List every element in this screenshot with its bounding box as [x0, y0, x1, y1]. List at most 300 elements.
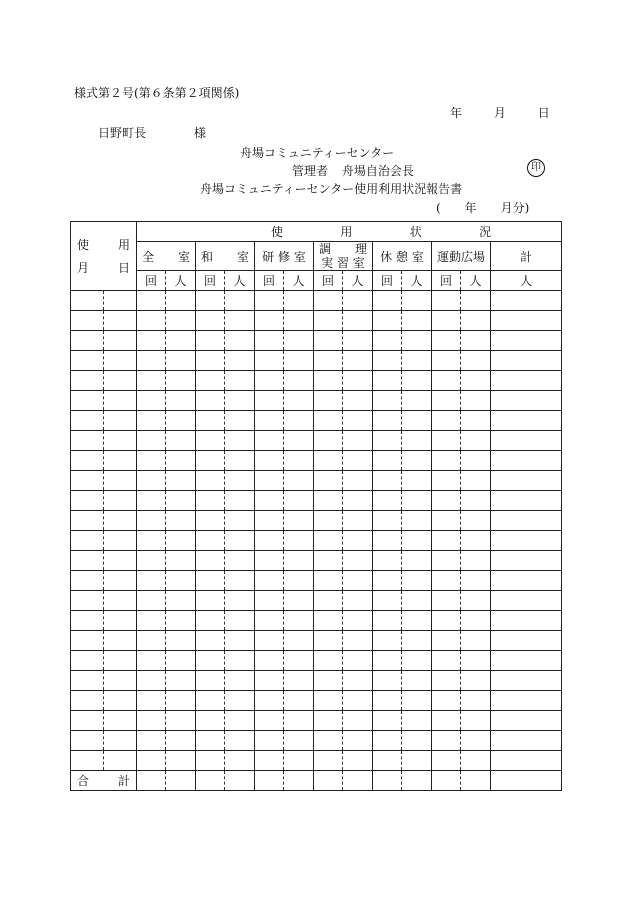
- count-cell[interactable]: [196, 591, 225, 611]
- count-cell[interactable]: [373, 711, 402, 731]
- people-cell[interactable]: [166, 711, 196, 731]
- people-cell[interactable]: [225, 651, 255, 671]
- count-cell[interactable]: [314, 611, 343, 631]
- count-cell[interactable]: [373, 571, 402, 591]
- people-cell[interactable]: [402, 311, 432, 331]
- month-cell[interactable]: [71, 311, 104, 331]
- people-cell[interactable]: [166, 411, 196, 431]
- count-cell[interactable]: [432, 571, 461, 591]
- count-cell[interactable]: [255, 491, 284, 511]
- people-cell[interactable]: [225, 391, 255, 411]
- count-cell[interactable]: [255, 611, 284, 631]
- people-cell[interactable]: [461, 731, 491, 751]
- month-cell[interactable]: [71, 591, 104, 611]
- people-cell[interactable]: [225, 591, 255, 611]
- people-cell[interactable]: [343, 451, 373, 471]
- count-cell[interactable]: [432, 431, 461, 451]
- total-people-cell[interactable]: [491, 631, 562, 651]
- count-cell[interactable]: [137, 731, 166, 751]
- month-cell[interactable]: [71, 371, 104, 391]
- people-cell[interactable]: [166, 731, 196, 751]
- count-cell[interactable]: [196, 751, 225, 771]
- count-cell[interactable]: [373, 411, 402, 431]
- people-cell[interactable]: [461, 351, 491, 371]
- count-cell[interactable]: [255, 471, 284, 491]
- count-cell[interactable]: [432, 391, 461, 411]
- people-cell[interactable]: [225, 371, 255, 391]
- count-cell[interactable]: [255, 351, 284, 371]
- people-cell[interactable]: [284, 431, 314, 451]
- count-cell[interactable]: [432, 671, 461, 691]
- people-cell[interactable]: [461, 711, 491, 731]
- count-cell[interactable]: [196, 551, 225, 571]
- count-cell[interactable]: [196, 291, 225, 311]
- count-cell[interactable]: [137, 431, 166, 451]
- count-cell[interactable]: [255, 671, 284, 691]
- people-cell[interactable]: [166, 391, 196, 411]
- count-cell[interactable]: [373, 671, 402, 691]
- count-cell[interactable]: [255, 651, 284, 671]
- people-cell[interactable]: [225, 771, 255, 791]
- people-cell[interactable]: [166, 311, 196, 331]
- people-cell[interactable]: [166, 551, 196, 571]
- count-cell[interactable]: [432, 651, 461, 671]
- people-cell[interactable]: [284, 711, 314, 731]
- month-cell[interactable]: [71, 751, 104, 771]
- total-people-cell[interactable]: [491, 691, 562, 711]
- count-cell[interactable]: [373, 391, 402, 411]
- total-people-cell[interactable]: [491, 491, 562, 511]
- people-cell[interactable]: [284, 491, 314, 511]
- people-cell[interactable]: [402, 591, 432, 611]
- count-cell[interactable]: [432, 311, 461, 331]
- total-people-cell[interactable]: [491, 571, 562, 591]
- people-cell[interactable]: [343, 571, 373, 591]
- people-cell[interactable]: [166, 471, 196, 491]
- day-cell[interactable]: [104, 631, 137, 651]
- count-cell[interactable]: [314, 571, 343, 591]
- people-cell[interactable]: [402, 611, 432, 631]
- people-cell[interactable]: [402, 391, 432, 411]
- count-cell[interactable]: [314, 491, 343, 511]
- people-cell[interactable]: [284, 551, 314, 571]
- count-cell[interactable]: [373, 771, 402, 791]
- count-cell[interactable]: [255, 631, 284, 651]
- people-cell[interactable]: [284, 591, 314, 611]
- count-cell[interactable]: [137, 771, 166, 791]
- people-cell[interactable]: [166, 771, 196, 791]
- count-cell[interactable]: [314, 451, 343, 471]
- people-cell[interactable]: [166, 691, 196, 711]
- count-cell[interactable]: [373, 591, 402, 611]
- count-cell[interactable]: [314, 711, 343, 731]
- count-cell[interactable]: [137, 551, 166, 571]
- day-cell[interactable]: [104, 431, 137, 451]
- people-cell[interactable]: [402, 631, 432, 651]
- count-cell[interactable]: [314, 551, 343, 571]
- count-cell[interactable]: [432, 631, 461, 651]
- count-cell[interactable]: [255, 291, 284, 311]
- people-cell[interactable]: [284, 771, 314, 791]
- month-cell[interactable]: [71, 291, 104, 311]
- people-cell[interactable]: [343, 551, 373, 571]
- total-people-cell[interactable]: [491, 311, 562, 331]
- count-cell[interactable]: [314, 651, 343, 671]
- people-cell[interactable]: [343, 531, 373, 551]
- count-cell[interactable]: [255, 331, 284, 351]
- people-cell[interactable]: [343, 591, 373, 611]
- total-people-cell[interactable]: [491, 291, 562, 311]
- count-cell[interactable]: [432, 371, 461, 391]
- people-cell[interactable]: [225, 691, 255, 711]
- people-cell[interactable]: [402, 531, 432, 551]
- people-cell[interactable]: [284, 511, 314, 531]
- people-cell[interactable]: [166, 571, 196, 591]
- count-cell[interactable]: [196, 451, 225, 471]
- count-cell[interactable]: [432, 771, 461, 791]
- count-cell[interactable]: [432, 351, 461, 371]
- count-cell[interactable]: [137, 631, 166, 651]
- people-cell[interactable]: [225, 511, 255, 531]
- count-cell[interactable]: [314, 731, 343, 751]
- count-cell[interactable]: [137, 531, 166, 551]
- people-cell[interactable]: [461, 431, 491, 451]
- count-cell[interactable]: [432, 751, 461, 771]
- people-cell[interactable]: [461, 751, 491, 771]
- count-cell[interactable]: [196, 671, 225, 691]
- count-cell[interactable]: [137, 311, 166, 331]
- count-cell[interactable]: [137, 591, 166, 611]
- people-cell[interactable]: [343, 331, 373, 351]
- count-cell[interactable]: [432, 491, 461, 511]
- count-cell[interactable]: [255, 571, 284, 591]
- people-cell[interactable]: [284, 531, 314, 551]
- day-cell[interactable]: [104, 591, 137, 611]
- count-cell[interactable]: [432, 551, 461, 571]
- people-cell[interactable]: [343, 711, 373, 731]
- day-cell[interactable]: [104, 351, 137, 371]
- count-cell[interactable]: [373, 731, 402, 751]
- count-cell[interactable]: [196, 631, 225, 651]
- count-cell[interactable]: [196, 431, 225, 451]
- month-cell[interactable]: [71, 531, 104, 551]
- people-cell[interactable]: [284, 691, 314, 711]
- month-cell[interactable]: [71, 711, 104, 731]
- people-cell[interactable]: [166, 351, 196, 371]
- people-cell[interactable]: [402, 451, 432, 471]
- people-cell[interactable]: [225, 491, 255, 511]
- people-cell[interactable]: [402, 411, 432, 431]
- people-cell[interactable]: [461, 571, 491, 591]
- count-cell[interactable]: [196, 471, 225, 491]
- count-cell[interactable]: [196, 611, 225, 631]
- day-cell[interactable]: [104, 651, 137, 671]
- day-cell[interactable]: [104, 731, 137, 751]
- count-cell[interactable]: [432, 711, 461, 731]
- people-cell[interactable]: [166, 491, 196, 511]
- people-cell[interactable]: [225, 471, 255, 491]
- people-cell[interactable]: [461, 391, 491, 411]
- people-cell[interactable]: [166, 511, 196, 531]
- count-cell[interactable]: [137, 671, 166, 691]
- count-cell[interactable]: [196, 391, 225, 411]
- count-cell[interactable]: [137, 571, 166, 591]
- month-cell[interactable]: [71, 451, 104, 471]
- count-cell[interactable]: [314, 511, 343, 531]
- day-cell[interactable]: [104, 311, 137, 331]
- month-cell[interactable]: [71, 691, 104, 711]
- people-cell[interactable]: [402, 571, 432, 591]
- month-cell[interactable]: [71, 611, 104, 631]
- count-cell[interactable]: [137, 451, 166, 471]
- count-cell[interactable]: [255, 691, 284, 711]
- count-cell[interactable]: [373, 631, 402, 651]
- count-cell[interactable]: [314, 691, 343, 711]
- people-cell[interactable]: [402, 691, 432, 711]
- month-cell[interactable]: [71, 571, 104, 591]
- month-cell[interactable]: [71, 391, 104, 411]
- people-cell[interactable]: [284, 631, 314, 651]
- count-cell[interactable]: [373, 551, 402, 571]
- people-cell[interactable]: [343, 411, 373, 431]
- day-cell[interactable]: [104, 471, 137, 491]
- total-people-cell[interactable]: [491, 551, 562, 571]
- total-people-cell[interactable]: [491, 611, 562, 631]
- people-cell[interactable]: [461, 291, 491, 311]
- month-cell[interactable]: [71, 331, 104, 351]
- total-people-cell[interactable]: [491, 771, 562, 791]
- people-cell[interactable]: [225, 611, 255, 631]
- count-cell[interactable]: [196, 491, 225, 511]
- count-cell[interactable]: [137, 751, 166, 771]
- people-cell[interactable]: [166, 671, 196, 691]
- count-cell[interactable]: [314, 631, 343, 651]
- count-cell[interactable]: [137, 711, 166, 731]
- count-cell[interactable]: [137, 651, 166, 671]
- count-cell[interactable]: [255, 391, 284, 411]
- people-cell[interactable]: [461, 691, 491, 711]
- count-cell[interactable]: [373, 351, 402, 371]
- count-cell[interactable]: [373, 451, 402, 471]
- count-cell[interactable]: [432, 511, 461, 531]
- people-cell[interactable]: [225, 291, 255, 311]
- count-cell[interactable]: [255, 551, 284, 571]
- people-cell[interactable]: [461, 511, 491, 531]
- people-cell[interactable]: [402, 771, 432, 791]
- people-cell[interactable]: [284, 391, 314, 411]
- count-cell[interactable]: [196, 651, 225, 671]
- people-cell[interactable]: [225, 751, 255, 771]
- count-cell[interactable]: [432, 411, 461, 431]
- month-cell[interactable]: [71, 491, 104, 511]
- count-cell[interactable]: [432, 691, 461, 711]
- people-cell[interactable]: [343, 731, 373, 751]
- count-cell[interactable]: [137, 371, 166, 391]
- count-cell[interactable]: [137, 511, 166, 531]
- count-cell[interactable]: [255, 451, 284, 471]
- people-cell[interactable]: [343, 611, 373, 631]
- count-cell[interactable]: [373, 371, 402, 391]
- people-cell[interactable]: [461, 671, 491, 691]
- people-cell[interactable]: [402, 471, 432, 491]
- total-people-cell[interactable]: [491, 351, 562, 371]
- people-cell[interactable]: [225, 411, 255, 431]
- total-people-cell[interactable]: [491, 751, 562, 771]
- people-cell[interactable]: [402, 491, 432, 511]
- people-cell[interactable]: [402, 511, 432, 531]
- count-cell[interactable]: [196, 531, 225, 551]
- count-cell[interactable]: [255, 311, 284, 331]
- count-cell[interactable]: [373, 431, 402, 451]
- people-cell[interactable]: [461, 591, 491, 611]
- people-cell[interactable]: [402, 431, 432, 451]
- day-cell[interactable]: [104, 671, 137, 691]
- month-cell[interactable]: [71, 731, 104, 751]
- people-cell[interactable]: [225, 331, 255, 351]
- count-cell[interactable]: [314, 331, 343, 351]
- count-cell[interactable]: [432, 531, 461, 551]
- count-cell[interactable]: [137, 491, 166, 511]
- count-cell[interactable]: [137, 291, 166, 311]
- people-cell[interactable]: [225, 531, 255, 551]
- people-cell[interactable]: [343, 771, 373, 791]
- total-people-cell[interactable]: [491, 411, 562, 431]
- count-cell[interactable]: [314, 351, 343, 371]
- count-cell[interactable]: [137, 351, 166, 371]
- day-cell[interactable]: [104, 551, 137, 571]
- people-cell[interactable]: [343, 371, 373, 391]
- month-cell[interactable]: [71, 671, 104, 691]
- day-cell[interactable]: [104, 291, 137, 311]
- day-cell[interactable]: [104, 571, 137, 591]
- count-cell[interactable]: [255, 531, 284, 551]
- people-cell[interactable]: [343, 651, 373, 671]
- count-cell[interactable]: [314, 431, 343, 451]
- people-cell[interactable]: [225, 631, 255, 651]
- count-cell[interactable]: [314, 591, 343, 611]
- people-cell[interactable]: [343, 751, 373, 771]
- count-cell[interactable]: [196, 691, 225, 711]
- count-cell[interactable]: [137, 691, 166, 711]
- people-cell[interactable]: [402, 351, 432, 371]
- count-cell[interactable]: [196, 731, 225, 751]
- people-cell[interactable]: [284, 291, 314, 311]
- people-cell[interactable]: [284, 331, 314, 351]
- count-cell[interactable]: [314, 391, 343, 411]
- count-cell[interactable]: [373, 491, 402, 511]
- count-cell[interactable]: [137, 411, 166, 431]
- people-cell[interactable]: [343, 631, 373, 651]
- count-cell[interactable]: [432, 291, 461, 311]
- count-cell[interactable]: [373, 751, 402, 771]
- day-cell[interactable]: [104, 691, 137, 711]
- people-cell[interactable]: [343, 671, 373, 691]
- people-cell[interactable]: [225, 451, 255, 471]
- day-cell[interactable]: [104, 711, 137, 731]
- people-cell[interactable]: [284, 611, 314, 631]
- people-cell[interactable]: [284, 651, 314, 671]
- count-cell[interactable]: [196, 371, 225, 391]
- count-cell[interactable]: [373, 291, 402, 311]
- count-cell[interactable]: [255, 371, 284, 391]
- people-cell[interactable]: [402, 751, 432, 771]
- people-cell[interactable]: [284, 471, 314, 491]
- count-cell[interactable]: [314, 311, 343, 331]
- count-cell[interactable]: [373, 331, 402, 351]
- count-cell[interactable]: [196, 351, 225, 371]
- people-cell[interactable]: [343, 351, 373, 371]
- people-cell[interactable]: [461, 631, 491, 651]
- people-cell[interactable]: [284, 371, 314, 391]
- people-cell[interactable]: [343, 311, 373, 331]
- people-cell[interactable]: [166, 451, 196, 471]
- people-cell[interactable]: [461, 611, 491, 631]
- total-people-cell[interactable]: [491, 671, 562, 691]
- count-cell[interactable]: [314, 771, 343, 791]
- people-cell[interactable]: [284, 671, 314, 691]
- count-cell[interactable]: [314, 671, 343, 691]
- people-cell[interactable]: [225, 351, 255, 371]
- people-cell[interactable]: [402, 711, 432, 731]
- total-people-cell[interactable]: [491, 591, 562, 611]
- count-cell[interactable]: [373, 651, 402, 671]
- people-cell[interactable]: [284, 731, 314, 751]
- people-cell[interactable]: [166, 591, 196, 611]
- count-cell[interactable]: [373, 611, 402, 631]
- people-cell[interactable]: [225, 551, 255, 571]
- people-cell[interactable]: [461, 451, 491, 471]
- people-cell[interactable]: [284, 451, 314, 471]
- count-cell[interactable]: [314, 371, 343, 391]
- total-people-cell[interactable]: [491, 531, 562, 551]
- count-cell[interactable]: [196, 331, 225, 351]
- month-cell[interactable]: [71, 631, 104, 651]
- people-cell[interactable]: [166, 331, 196, 351]
- people-cell[interactable]: [343, 431, 373, 451]
- total-people-cell[interactable]: [491, 651, 562, 671]
- count-cell[interactable]: [373, 511, 402, 531]
- people-cell[interactable]: [461, 531, 491, 551]
- count-cell[interactable]: [314, 471, 343, 491]
- people-cell[interactable]: [284, 351, 314, 371]
- day-cell[interactable]: [104, 411, 137, 431]
- day-cell[interactable]: [104, 531, 137, 551]
- count-cell[interactable]: [137, 611, 166, 631]
- count-cell[interactable]: [196, 771, 225, 791]
- count-cell[interactable]: [196, 511, 225, 531]
- total-people-cell[interactable]: [491, 711, 562, 731]
- month-cell[interactable]: [71, 651, 104, 671]
- count-cell[interactable]: [255, 431, 284, 451]
- count-cell[interactable]: [255, 511, 284, 531]
- count-cell[interactable]: [255, 591, 284, 611]
- people-cell[interactable]: [461, 371, 491, 391]
- people-cell[interactable]: [225, 311, 255, 331]
- month-cell[interactable]: [71, 471, 104, 491]
- people-cell[interactable]: [402, 671, 432, 691]
- count-cell[interactable]: [314, 411, 343, 431]
- count-cell[interactable]: [255, 751, 284, 771]
- count-cell[interactable]: [255, 411, 284, 431]
- people-cell[interactable]: [166, 431, 196, 451]
- count-cell[interactable]: [373, 311, 402, 331]
- people-cell[interactable]: [225, 711, 255, 731]
- total-people-cell[interactable]: [491, 511, 562, 531]
- count-cell[interactable]: [314, 751, 343, 771]
- people-cell[interactable]: [343, 691, 373, 711]
- people-cell[interactable]: [284, 571, 314, 591]
- people-cell[interactable]: [225, 431, 255, 451]
